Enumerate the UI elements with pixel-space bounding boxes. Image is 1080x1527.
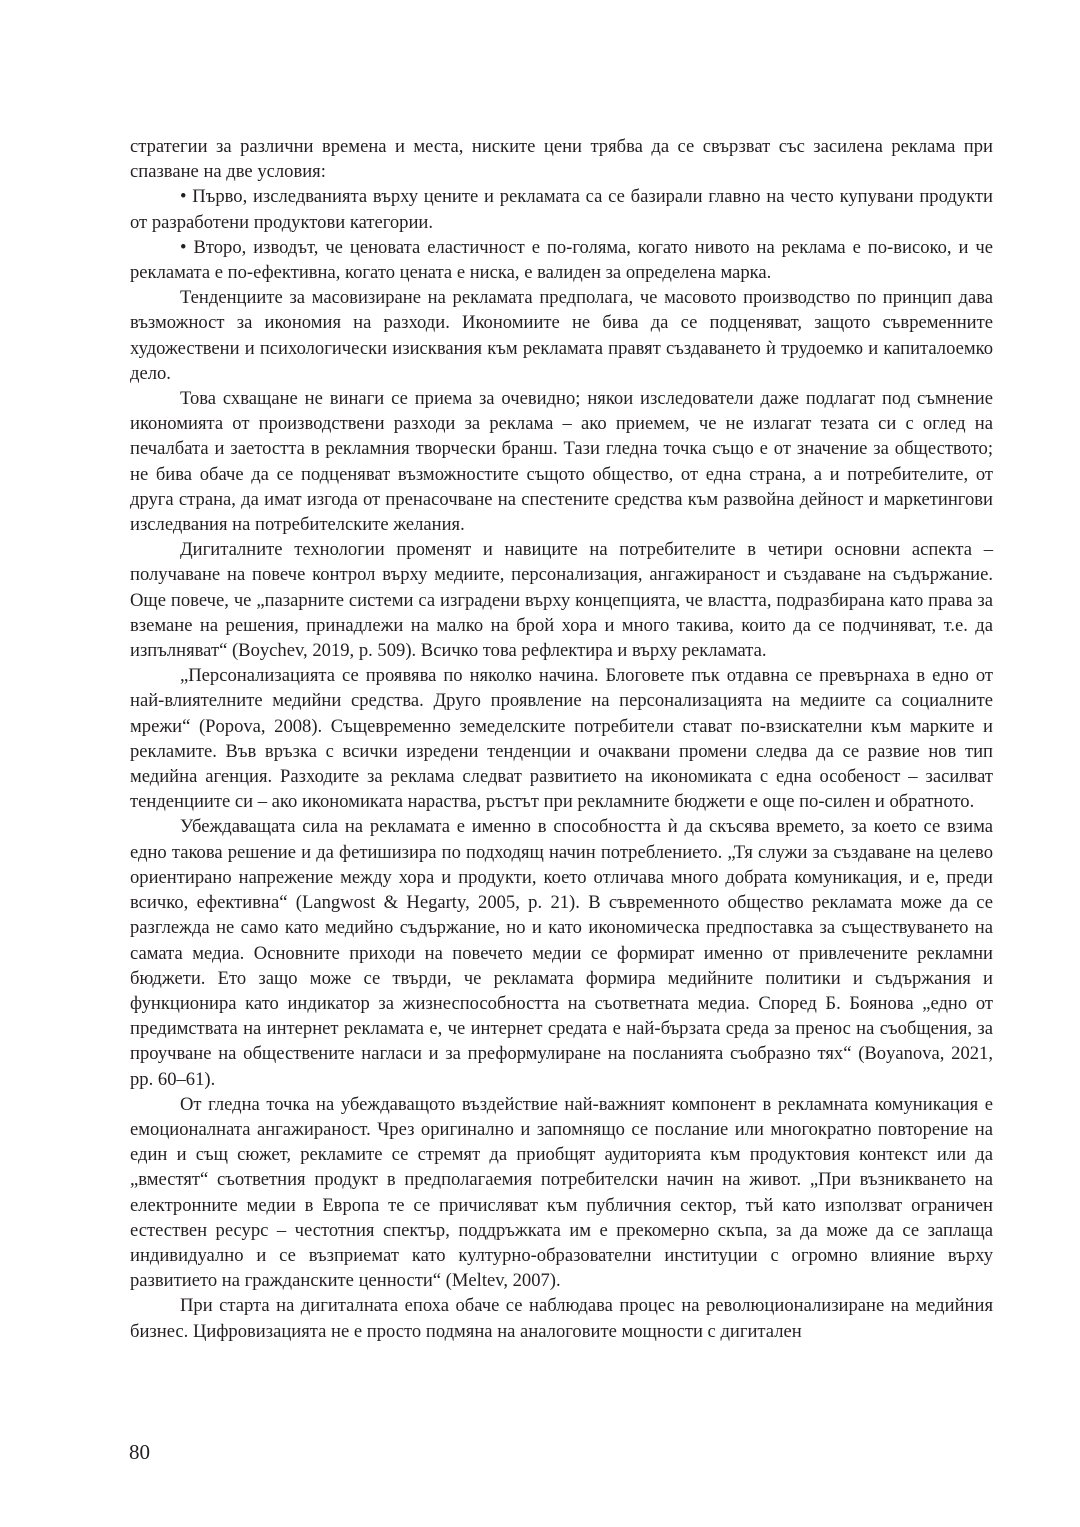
paragraph: Дигиталните технологии променят и навиците на потребителите в четири основни аспекта – получаване на повече контрол върху медиите, персонализация, ангажираност и създаване на съдържание. Още повече, че „пазарните системи са изградени върху концепцията, че властта, подразбирана като права за вземане на решения, принадлежи на малко на брой хора и много такива, които да се подчиняват, т.е. да изпълняват“ (Boychev, 2019, p. 509). Всичко това рефлектира и върху рекламата. — [130, 539, 993, 662]
paragraph: Тенденциите за масовизиране на рекламата предполага, че масовото производство по принцип дава възможност за икономия на разходи. Икономиите не бива да се подценяват, защото съвременните художествени и психологически изисквания към рекламата правят създаването ѝ трудоемко и капиталоемко дело. — [130, 287, 993, 384]
paragraph: „Персонализацията се проявява по няколко начина. Блоговете пък отдавна се превърнаха в едно от най-влиятелните медийни средства. Друго проявление на персонализацията на медиите са социалните мрежи“ (Popova, 2008). Същевременно земеделските потребители стават по-взискателни към марките и рекламите. Във връзка с всички изредени тенденции и очаквани промени следва да се развие нов тип медийна агенция. Разходите за реклама следват развитието на икономиката с една особеност – засилват тенденциите си – ако икономиката нараства, ръстът при рекламните бюджети е още по-силен и обратното. — [130, 665, 993, 813]
paragraph: От гледна точка на убеждаващото въздействие най-важният компонент в рекламната комуникация е емоционалната ангажираност. Чрез оригинално и запомнящо се послание или многократно повторение на един и същ сюжет, рекламите се стремят да приобщят аудиторията към продуктовия контекст или да „вместят“ съответния продукт в предполагаемия потребителски начин на живот. „При възникването на електронните медии в Европа те се причисляват към публичния сектор, тъй като използват ограничен естествен ресурс – честотния спектър, поддръжката им е прекомерно скъпа, за да може да се заплаща индивидуално и се възприемат като културно-образователни институции с огромно влияние върху развитието на гражданските ценности“ (Meltev, 2007). — [130, 1093, 993, 1292]
paragraph-continuation: стратегии за различни времена и места, ниските цени трябва да се свързват със засилена реклама при спазване на две условия: — [130, 136, 993, 183]
body-text — [130, 134, 993, 1344]
paragraph: Това схващане не винаги се приема за очевидно; някои изследователи даже подлагат под съмнение икономията от производствени разходи за реклама – ако приемем, че не излагат тезата си с оглед на печалбата и заетостта в рекламния творчески бранш. Тази гледна точка също е от значение за обществото; не бива обаче да се подценяват възможностите същото общество, от една страна, а и потребителите, от друга страна, да имат изгода от пренасочване на спестените средства към развойна дейност и маркетингови изследвания на потребителските желания. — [130, 388, 993, 536]
bullet-item-second: • Второ, изводът, че ценовата еластичност е по-голяма, когато нивото на реклама е по-високо, и че рекламата е по-ефективна, когато цената е ниска, е валиден за определена марка. — [130, 236, 993, 284]
bullet-item-first: • Първо, изследванията върху цените и рекламата са се базирали главно на често купувани продукти от разработени продуктови категории. — [130, 186, 993, 233]
paragraph: При старта на дигиталната епоха обаче се наблюдава процес на революционализиране на медийния бизнес. Цифровизацията не е просто подмяна на аналоговите мощности с дигитален — [130, 1295, 993, 1342]
page-number: 80 — [129, 1440, 150, 1464]
paragraph: Убеждаващата сила на рекламата е именно в способността ѝ да скъсява времето, за което се взима едно такова решение и да фетишизира по подходящ начин потреблението. „Тя служи за създаване на целево ориентирано напрежение между хора и продукти, което отличава много добрата комуникация, и е, преди всичко, ефективна“ (Langwost & Hegarty, 2005, p. 21). В съвременното общество рекламата може да се разглежда не само като медийно съдържание, но и като икономическа предпоставка за съществуването на самата медиа. Основните приходи на повечето медии се формират именно от привлечените рекламни бюджети. Ето защо може се твърди, че рекламата формира медийните политики и съдържания и функционира като индикатор за жизнеспособността на съответната медиа. Според Б. Боянова „едно от предимствата на интернет рекламата е, че интернет средата е най-бързата среда за пренос на съобщения, за проучване на обществените нагласи и за преформулиране на посланията съобразно тях“ (Boyanova, 2021, pp. 60–61). — [130, 816, 993, 1090]
